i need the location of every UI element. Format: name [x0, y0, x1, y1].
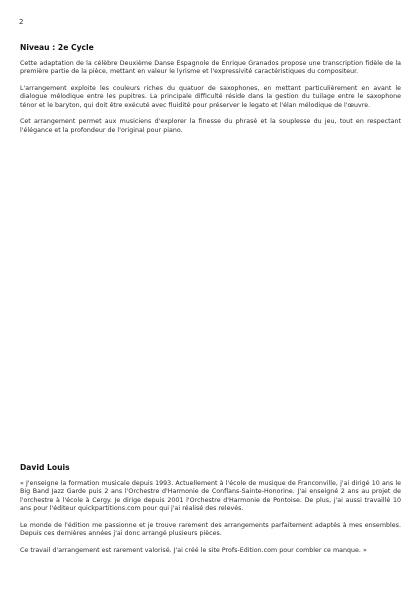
author-section: [20, 463, 401, 564]
author-paragraph: Ce travail d'arrangement est rarement valorisé. J'ai créé le site Profs-Edition.com pour combler ce manque. »: [20, 546, 367, 554]
description-paragraph: Cet arrangement permet aux musiciens d'explorer la finesse du phrasé et la souplesse du jeu, tout en respectant l'élégance et la profondeur de l'original pour piano.: [20, 118, 401, 134]
description-paragraph: L'arrangement exploite les couleurs riches du quatuor de saxophones, en mettant particulièrement en avant le dialogue mélodique entre les pupitres. La principale difficulté réside dans la gestion du tuilage entre le saxophone ténor et le baryton, qui doit être exécuté avec fluidité pour préserver le legato et l'élan mélodique de l'œuvre.: [20, 85, 401, 109]
author-paragraph: « J'enseigne la formation musicale depuis 1993. Actuellement à l'école de musique de Franconville, j'ai dirigé 10 ans le Big Band Jazz Garde puis 2 ans l'Orchestre d'Harmonie de Conflans-Sainte-Honorine. J'ai enseigné 2 ans au projet de l'orchestre à l'école à Cergy. Je dirige depuis 2001 l'Orchestre d'Harmonie de Pontoise. De plus, j'ai aussi travaillé 10 ans pour l'éditeur quickpartitions.com pour qui j'ai réalisé des relevés.: [20, 480, 401, 512]
level-section: [20, 43, 401, 144]
author-heading: David Louis: [20, 463, 70, 472]
level-heading: Niveau : 2e Cycle: [20, 43, 94, 52]
page-number: 2: [19, 18, 24, 26]
description-paragraph: Cette adaptation de la célèbre Deuxième Danse Espagnole de Enrique Granados propose une transcription fidèle de la première partie de la pièce, mettant en valeur le lyrisme et l'expressivité caractéristiques du compositeur.: [20, 60, 401, 76]
author-paragraph: Le monde de l'édition me passionne et je trouve rarement des arrangements parfaitement adaptés à mes ensembles. Depuis ces dernières années j'ai donc arrangé plusieurs pièces.: [20, 521, 401, 537]
